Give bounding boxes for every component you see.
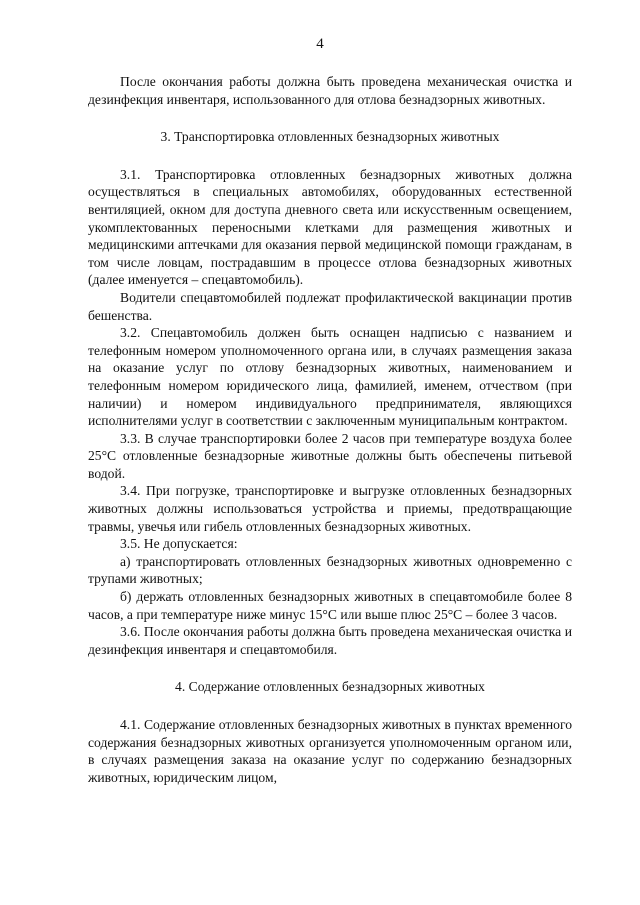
paragraph-3-5-a: а) транспортировать отловленных безнадзорных животных одновременно с трупами животных; [88,553,572,587]
paragraph-3-6: 3.6. После окончания работы должна быть проведена механическая очистка и дезинфекция инвентаря и спецавтомобиля. [88,624,572,657]
document-body [88,73,572,786]
paragraph-3-2: 3.2. Спецавтомобиль должен быть оснащен надписью с названием и телефонным номером уполномоченного органа или, в случаях размещения заказа на оказание услуг по отлову безнадзорных животных, наименованием и телефонным номером юридического лица, фамилией, именем, отчеством (при наличии) и номером индивидуального предпринимателя, являющихся исполнителями услуг в соответствии с заключенным муниципальным контрактом. [88,325,572,429]
section-4-heading: 4. Содержание отловленных безнадзорных животных [175,679,485,695]
paragraph-3-1: 3.1. Транспортировка отловленных безнадзорных животных должна осуществляться в специальных автомобилях, оборудованных естественной вентиляцией, окном для доступа дневного света или искусственным освещением, укомплектованных переносными клетками для размещения животных и медицинскими аптечками для оказания первой медицинской помощи гражданам, в том числе ловцам, пострадавшим в процессе отлова безнадзорных животных (далее именуется – спецавтомобиль). [88,166,572,288]
paragraph-3-5-b: б) держать отловленных безнадзорных животных в спецавтомобиле более 8 часов, а при температуре ниже минус 15°С или выше плюс 25°С – более 3 часов. [88,589,572,622]
paragraph-3-3: 3.3. В случае транспортировки более 2 часов при температуре воздуха более 25°С отловленные безнадзорные животные должны быть обеспечены питьевой водой. [88,430,572,481]
section-3-heading: 3. Транспортировка отловленных безнадзорных животных [160,129,500,145]
paragraph-3-5: 3.5. Не допускается: [120,536,238,552]
paragraph-4-1: 4.1. Содержание отловленных безнадзорных животных в пунктах временного содержания безнадзорных животных организуется уполномоченным органом или, в случаях размещения заказа на оказание услуг по содержанию безнадзорных животных, юридическим лицом, [88,717,572,785]
paragraph-3-4: 3.4. При погрузке, транспортировке и выгрузке отловленных безнадзорных животных должны использоваться устройства и приемы, предотвращающие травмы, увечья или гибель отловленных безнадзорных животных. [88,483,572,534]
paragraph-intro: После окончания работы должна быть проведена механическая очистка и дезинфекция инвентаря, использованного для отлова безнадзорных животных. [88,74,572,107]
page-number: 4 [316,36,324,52]
paragraph-3-1-drivers: Водители спецавтомобилей подлежат профилактической вакцинации против бешенства. [88,289,572,323]
